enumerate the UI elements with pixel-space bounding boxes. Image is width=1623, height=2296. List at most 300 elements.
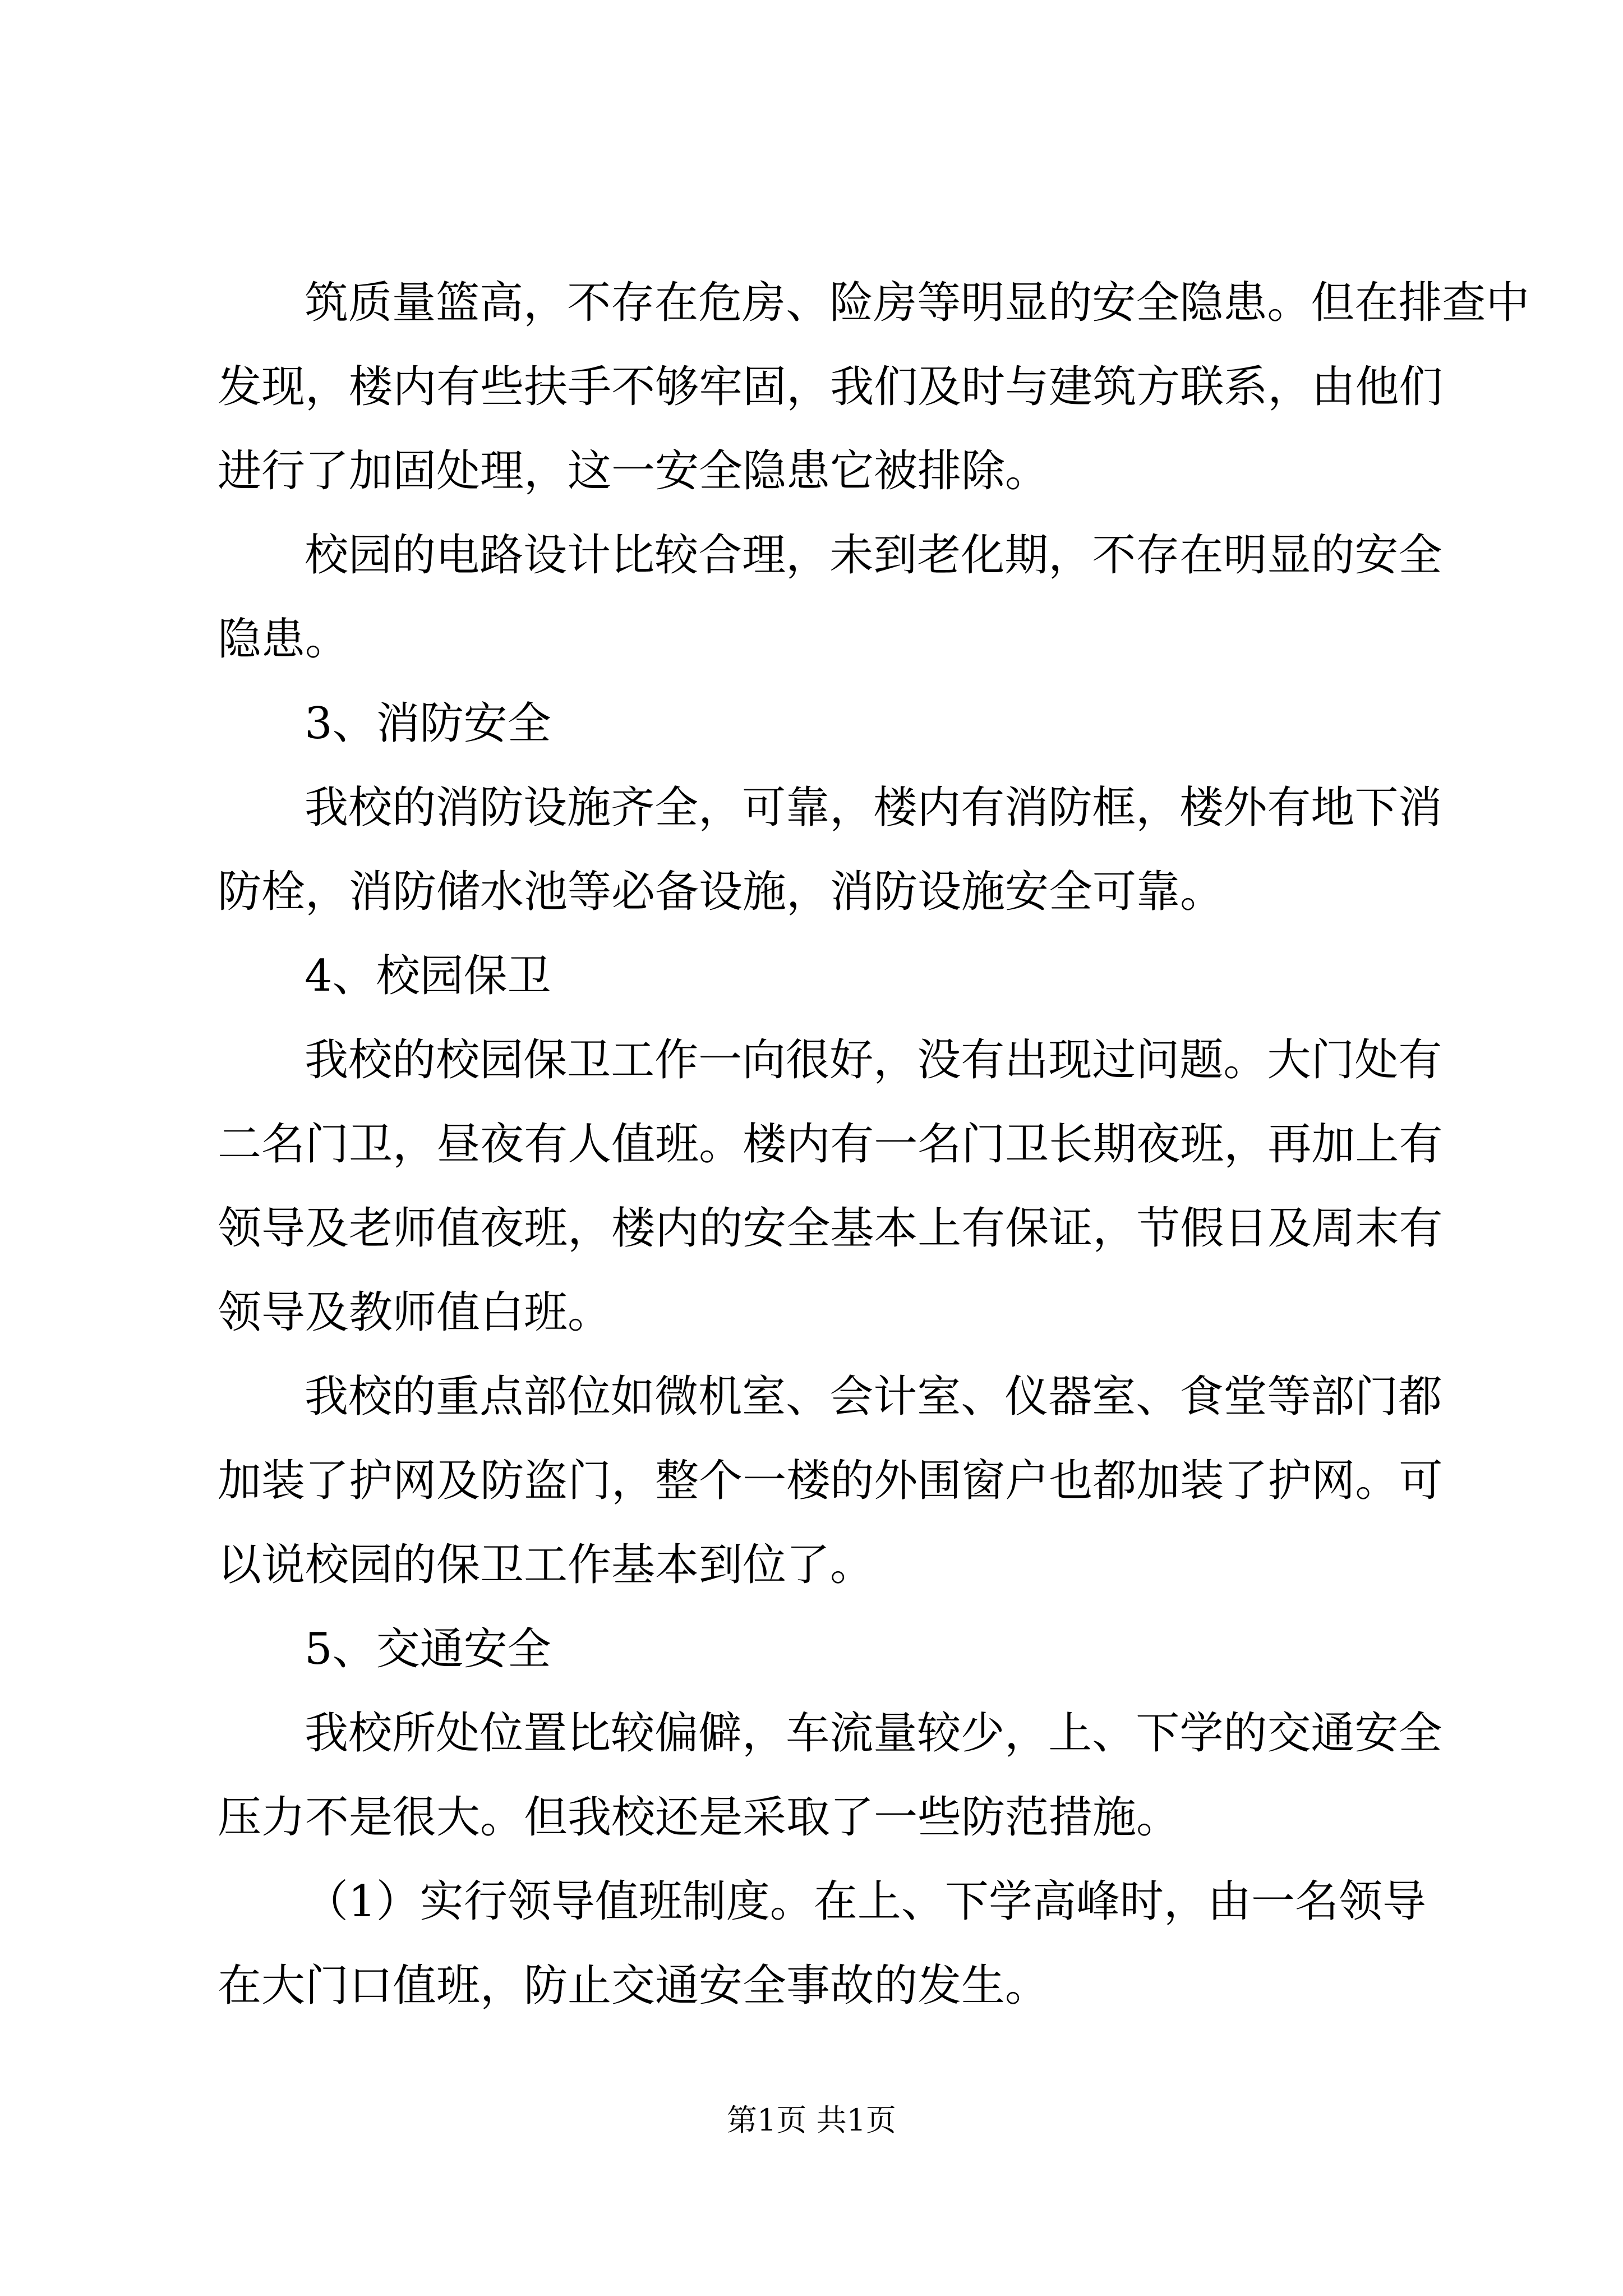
paragraph-line <box>305 271 1530 335</box>
glyph: 我 <box>305 1708 349 1759</box>
glyph: 。 <box>769 1876 814 1927</box>
glyph: 防 <box>480 1456 524 1506</box>
glyph: ， <box>786 530 830 581</box>
glyph: 点 <box>479 1372 524 1422</box>
glyph: 施 <box>567 783 611 833</box>
glyph: 器 <box>1048 1372 1092 1422</box>
glyph: 卫 <box>349 1119 393 1170</box>
glyph: 夜 <box>480 1203 524 1254</box>
glyph: 有 <box>1399 1119 1443 1170</box>
glyph: 的 <box>830 1456 874 1506</box>
glyph: 1 <box>348 1876 376 1927</box>
glyph: 校 <box>348 1708 393 1759</box>
glyph: 室 <box>1092 1372 1136 1422</box>
glyph: 师 <box>393 1203 437 1254</box>
glyph: 期 <box>1092 1119 1137 1170</box>
glyph: 计 <box>567 530 611 581</box>
glyph: 期 <box>1004 530 1049 581</box>
paragraph-line: 在大门口值班，防止交通安全事故的发生。 <box>218 1961 1049 2011</box>
glyph: 所 <box>392 1708 436 1759</box>
glyph: 上 <box>857 1876 901 1927</box>
glyph: 存 <box>1136 530 1180 581</box>
glyph: 有 <box>830 1119 874 1170</box>
glyph: 班 <box>655 1119 699 1170</box>
paragraph-line <box>305 1701 1442 1766</box>
glyph: 如 <box>611 1372 655 1422</box>
glyph: 值 <box>594 1876 639 1927</box>
glyph: 在 <box>1179 530 1224 581</box>
glyph: 高 <box>1032 1876 1076 1927</box>
glyph: 患 <box>1223 278 1267 328</box>
paragraph-line <box>218 1449 1443 1513</box>
glyph: 建 <box>1049 362 1093 412</box>
section-heading: 3、消防安全 <box>305 698 551 749</box>
glyph: ， <box>1163 1876 1207 1927</box>
glyph: 本 <box>874 1203 918 1254</box>
glyph: 的 <box>392 1035 436 1085</box>
glyph: 的 <box>699 1203 743 1254</box>
glyph: 上 <box>917 1203 962 1254</box>
glyph: 置 <box>523 1708 568 1759</box>
glyph: 的 <box>1311 530 1355 581</box>
glyph: 基 <box>830 1203 874 1254</box>
glyph: 末 <box>1355 1203 1399 1254</box>
glyph: 有 <box>524 1119 568 1170</box>
glyph: ， <box>786 362 831 412</box>
glyph: 及 <box>1267 1203 1312 1254</box>
glyph: 工 <box>611 1035 655 1085</box>
glyph: 了 <box>1224 1456 1268 1506</box>
paragraph-line <box>305 1365 1442 1429</box>
glyph: 的 <box>392 1372 436 1422</box>
paragraph-line <box>218 1197 1443 1261</box>
glyph: 中 <box>1486 278 1530 328</box>
glyph: 全 <box>1398 530 1442 581</box>
paragraph-line <box>305 776 1442 840</box>
glyph: 不 <box>567 278 611 328</box>
glyph: 车 <box>786 1708 830 1759</box>
glyph: ， <box>1048 530 1092 581</box>
glyph: 手 <box>568 362 612 412</box>
glyph: 部 <box>1311 1372 1355 1422</box>
glyph: 园 <box>348 530 393 581</box>
glyph: 、 <box>786 278 830 328</box>
glyph: ， <box>523 278 568 328</box>
glyph: 安 <box>1354 530 1399 581</box>
glyph: 些 <box>480 362 524 412</box>
glyph: 及 <box>917 362 962 412</box>
glyph: 再 <box>1267 1119 1312 1170</box>
glyph: 内 <box>655 1203 699 1254</box>
glyph: 交 <box>1267 1708 1311 1759</box>
glyph: 们 <box>874 362 918 412</box>
glyph: 。 <box>699 1119 743 1170</box>
glyph: 消 <box>1004 783 1049 833</box>
glyph: ， <box>698 783 743 833</box>
glyph: 班 <box>638 1876 683 1927</box>
glyph: 都 <box>1092 1456 1137 1506</box>
glyph: 扶 <box>524 362 568 412</box>
glyph: 全 <box>1398 1708 1442 1759</box>
glyph: 老 <box>917 530 961 581</box>
glyph: 但 <box>1311 278 1355 328</box>
glyph: 一 <box>1251 1876 1295 1927</box>
glyph: 度 <box>726 1876 770 1927</box>
glyph: 机 <box>698 1372 743 1422</box>
glyph: 护 <box>349 1456 393 1506</box>
glyph: 了 <box>305 1456 349 1506</box>
glyph: 设 <box>523 530 568 581</box>
glyph: 房 <box>742 278 786 328</box>
glyph: 我 <box>305 1035 349 1085</box>
glyph: 明 <box>961 278 1005 328</box>
glyph: 围 <box>917 1456 962 1506</box>
glyph: 少 <box>961 1708 1005 1759</box>
glyph: 。 <box>1267 278 1311 328</box>
glyph: 校 <box>348 783 393 833</box>
page-footer: 第1页 共1页 <box>727 2102 896 2138</box>
glyph: 处 <box>1354 1035 1399 1085</box>
glyph: 由 <box>1311 362 1355 412</box>
glyph: 系 <box>1224 362 1268 412</box>
glyph: 个 <box>699 1456 743 1506</box>
paragraph-line <box>305 1028 1442 1093</box>
glyph: 也 <box>1049 1456 1093 1506</box>
glyph: 夜 <box>480 1119 524 1170</box>
glyph: 固 <box>743 362 787 412</box>
glyph: 显 <box>1004 278 1049 328</box>
glyph: 房 <box>873 278 917 328</box>
glyph: 不 <box>1092 530 1136 581</box>
glyph: 加 <box>218 1456 262 1506</box>
glyph: ， <box>611 1456 656 1506</box>
section-heading: 4、校园保卫 <box>305 951 551 1001</box>
glyph: 险 <box>829 278 874 328</box>
paragraph-line <box>218 1112 1443 1177</box>
glyph: 名 <box>1294 1876 1339 1927</box>
glyph: 时 <box>1119 1876 1164 1927</box>
glyph: 全 <box>654 783 699 833</box>
paragraph-line: 隐患。 <box>218 614 349 665</box>
paragraph-line: 防栓，消防储水池等必备设施，消防设施安全可靠。 <box>218 867 1224 917</box>
glyph: 比 <box>567 1708 611 1759</box>
paragraph-line: 领导及教师值白班。 <box>218 1287 612 1338</box>
glyph: ， <box>393 1119 437 1170</box>
glyph: ） <box>376 1876 420 1927</box>
glyph: 向 <box>742 1035 786 1085</box>
glyph: 偏 <box>654 1708 699 1759</box>
glyph: 较 <box>917 1708 961 1759</box>
glyph: 齐 <box>611 783 655 833</box>
glyph: 楼 <box>1179 783 1224 833</box>
glyph: 日 <box>1224 1203 1268 1254</box>
glyph: 有 <box>961 1035 1005 1085</box>
glyph: 时 <box>961 362 1006 412</box>
section-heading: 5、交通安全 <box>305 1624 551 1674</box>
glyph: 合 <box>698 530 743 581</box>
glyph: 护 <box>1267 1456 1312 1506</box>
glyph: 一 <box>743 1456 787 1506</box>
glyph: 及 <box>436 1456 481 1506</box>
glyph: 证 <box>1049 1203 1093 1254</box>
glyph: 量 <box>873 1708 917 1759</box>
glyph: 导 <box>1382 1876 1427 1927</box>
glyph: 楼 <box>611 1203 656 1254</box>
glyph: 我 <box>305 783 349 833</box>
paragraph-line: 以说校园的保卫工作基本到位了。 <box>218 1540 874 1590</box>
glyph: 楼 <box>349 362 393 412</box>
glyph: 。 <box>1355 1456 1399 1506</box>
glyph: 内 <box>786 1119 831 1170</box>
glyph: 保 <box>523 1035 568 1085</box>
glyph: 由 <box>1207 1876 1251 1927</box>
glyph: 外 <box>1223 783 1267 833</box>
glyph: 领 <box>1339 1876 1383 1927</box>
glyph: ， <box>1092 1203 1137 1254</box>
glyph: 加 <box>1311 1119 1355 1170</box>
glyph: 内 <box>393 362 437 412</box>
glyph: 危 <box>698 278 743 328</box>
glyph: 班 <box>1180 1119 1224 1170</box>
glyph: 题 <box>1179 1035 1224 1085</box>
glyph: 楼 <box>743 1119 787 1170</box>
glyph: 二 <box>218 1119 262 1170</box>
glyph: 问 <box>1136 1035 1180 1085</box>
glyph: 篮 <box>436 278 480 328</box>
glyph: 。 <box>1223 1035 1267 1085</box>
glyph: 他 <box>1355 362 1399 412</box>
glyph: 筑 <box>305 278 349 328</box>
glyph: 排 <box>1398 278 1442 328</box>
glyph: 联 <box>1180 362 1224 412</box>
glyph: 高 <box>479 278 524 328</box>
glyph: 我 <box>305 1372 349 1422</box>
glyph: 、 <box>901 1876 945 1927</box>
glyph: 有 <box>1398 1035 1442 1085</box>
glyph: 部 <box>523 1372 568 1422</box>
glyph: 大 <box>1267 1035 1311 1085</box>
paragraph-line <box>218 355 1443 420</box>
glyph: 夜 <box>1136 1119 1181 1170</box>
glyph: 老 <box>349 1203 393 1254</box>
glyph: 上 <box>1355 1119 1399 1170</box>
glyph: 有 <box>961 1203 1006 1254</box>
glyph: 流 <box>829 1708 874 1759</box>
glyph: 内 <box>917 783 961 833</box>
glyph: 装 <box>261 1456 306 1506</box>
glyph: 可 <box>742 783 786 833</box>
glyph: ， <box>568 1203 612 1254</box>
glyph: 园 <box>479 1035 524 1085</box>
paragraph-line <box>305 523 1442 588</box>
glyph: 好 <box>829 1035 874 1085</box>
glyph: 很 <box>786 1035 830 1085</box>
glyph: 显 <box>1267 530 1311 581</box>
glyph: 我 <box>830 362 874 412</box>
paragraph-line: 压力不是很大。但我校还是采取了一些防范措施。 <box>218 1792 1181 1843</box>
glyph: 查 <box>1442 278 1486 328</box>
glyph: （ <box>305 1876 349 1927</box>
glyph: 们 <box>1399 362 1443 412</box>
glyph: 安 <box>1092 278 1136 328</box>
glyph: 有 <box>1267 783 1311 833</box>
glyph: 化 <box>961 530 1005 581</box>
glyph: 室 <box>917 1372 961 1422</box>
glyph: 假 <box>1180 1203 1224 1254</box>
glyph: 设 <box>523 783 568 833</box>
glyph: 牢 <box>699 362 743 412</box>
glyph: 导 <box>551 1876 595 1927</box>
glyph: 与 <box>1005 362 1049 412</box>
glyph: 学 <box>988 1876 1032 1927</box>
glyph: 堂 <box>1223 1372 1267 1422</box>
glyph: 、 <box>1136 1372 1180 1422</box>
glyph: 有 <box>961 783 1005 833</box>
glyph: 仪 <box>1004 1372 1049 1422</box>
glyph: 现 <box>1048 1035 1092 1085</box>
glyph: 全 <box>786 1203 831 1254</box>
glyph: ， <box>829 783 874 833</box>
glyph: 班 <box>524 1203 568 1254</box>
glyph: 通 <box>1311 1708 1355 1759</box>
glyph: 学 <box>1179 1708 1224 1759</box>
glyph: 下 <box>944 1876 989 1927</box>
glyph: 昼 <box>436 1119 481 1170</box>
glyph: 卫 <box>1005 1119 1049 1170</box>
glyph: 网 <box>393 1456 437 1506</box>
glyph: 在 <box>813 1876 857 1927</box>
glyph: 食 <box>1179 1372 1224 1422</box>
glyph: 的 <box>1048 278 1092 328</box>
glyph: 电 <box>436 530 480 581</box>
glyph: 网 <box>1311 1456 1355 1506</box>
glyph: 下 <box>1136 1708 1180 1759</box>
glyph: 节 <box>1136 1203 1181 1254</box>
glyph: 处 <box>436 1708 480 1759</box>
glyph: 门 <box>305 1119 349 1170</box>
glyph: 加 <box>1136 1456 1181 1506</box>
glyph: 卫 <box>567 1035 611 1085</box>
glyph: 计 <box>873 1372 917 1422</box>
glyph: 行 <box>463 1876 508 1927</box>
glyph: 到 <box>873 530 917 581</box>
glyph: 有 <box>436 362 481 412</box>
glyph: 没 <box>917 1035 961 1085</box>
glyph: 明 <box>1223 530 1267 581</box>
glyph: 发 <box>218 362 262 412</box>
glyph: 楼 <box>786 1456 831 1506</box>
glyph: 过 <box>1092 1035 1136 1085</box>
glyph: 量 <box>392 278 436 328</box>
glyph: 、 <box>961 1372 1005 1422</box>
glyph: 微 <box>654 1372 699 1422</box>
glyph: 防 <box>1048 783 1092 833</box>
glyph: 保 <box>1005 1203 1049 1254</box>
glyph: ， <box>1004 1708 1049 1759</box>
glyph: 理 <box>742 530 786 581</box>
glyph: 峰 <box>1076 1876 1120 1927</box>
glyph: 外 <box>874 1456 918 1506</box>
glyph: 门 <box>568 1456 612 1506</box>
glyph: 会 <box>829 1372 874 1422</box>
glyph: 较 <box>654 530 699 581</box>
glyph: 消 <box>1398 783 1442 833</box>
glyph: 窗 <box>961 1456 1006 1506</box>
glyph: 领 <box>507 1876 551 1927</box>
glyph: 出 <box>1004 1035 1049 1085</box>
glyph: 不 <box>611 362 656 412</box>
glyph: 值 <box>436 1203 481 1254</box>
glyph: 位 <box>479 1708 524 1759</box>
glyph: ， <box>742 1708 786 1759</box>
glyph: 存 <box>611 278 655 328</box>
glyph: 人 <box>568 1119 612 1170</box>
glyph: 可 <box>1399 1456 1443 1506</box>
glyph: 一 <box>698 1035 743 1085</box>
glyph: 未 <box>829 530 874 581</box>
glyph: ， <box>1267 362 1312 412</box>
glyph: 楼 <box>873 783 917 833</box>
glyph: ， <box>873 1035 917 1085</box>
glyph: 校 <box>348 1372 393 1422</box>
glyph: 作 <box>654 1035 699 1085</box>
glyph: 现 <box>261 362 306 412</box>
glyph: 靠 <box>786 783 830 833</box>
glyph: 全 <box>1136 278 1180 328</box>
paragraph-line: 进行了加固处理，这一安全隐患它被排除。 <box>218 446 1049 496</box>
glyph: 周 <box>1311 1203 1355 1254</box>
glyph: 实 <box>419 1876 464 1927</box>
glyph: ， <box>1136 783 1180 833</box>
glyph: 在 <box>1354 278 1399 328</box>
glyph: 室 <box>742 1372 786 1422</box>
glyph: 校 <box>348 1035 393 1085</box>
glyph: 防 <box>479 783 524 833</box>
glyph: 有 <box>1399 1203 1443 1254</box>
glyph: 名 <box>917 1119 962 1170</box>
glyph: 门 <box>1354 1372 1399 1422</box>
glyph: 及 <box>305 1203 349 1254</box>
glyph: 的 <box>1223 1708 1267 1759</box>
glyph: 门 <box>961 1119 1006 1170</box>
glyph: 长 <box>1049 1119 1093 1170</box>
glyph: 较 <box>611 1708 655 1759</box>
glyph: 都 <box>1398 1372 1442 1422</box>
glyph: 下 <box>1354 783 1399 833</box>
glyph: 、 <box>786 1372 830 1422</box>
glyph: 比 <box>611 530 655 581</box>
glyph: 校 <box>305 530 349 581</box>
glyph: 筑 <box>1092 362 1137 412</box>
glyph: 够 <box>655 362 699 412</box>
glyph: 导 <box>261 1203 306 1254</box>
glyph: 一 <box>874 1119 918 1170</box>
glyph: 僻 <box>698 1708 743 1759</box>
glyph: 领 <box>218 1203 262 1254</box>
glyph: 盗 <box>524 1456 568 1506</box>
glyph: 等 <box>1267 1372 1311 1422</box>
glyph: 隐 <box>1179 278 1224 328</box>
glyph: 的 <box>392 530 436 581</box>
paragraph-line <box>305 1870 1427 1934</box>
glyph: 位 <box>567 1372 611 1422</box>
glyph: 校 <box>436 1035 480 1085</box>
glyph: 、 <box>1092 1708 1136 1759</box>
glyph: 安 <box>743 1203 787 1254</box>
glyph: 值 <box>611 1119 656 1170</box>
glyph: 等 <box>917 278 961 328</box>
glyph: 质 <box>348 278 393 328</box>
